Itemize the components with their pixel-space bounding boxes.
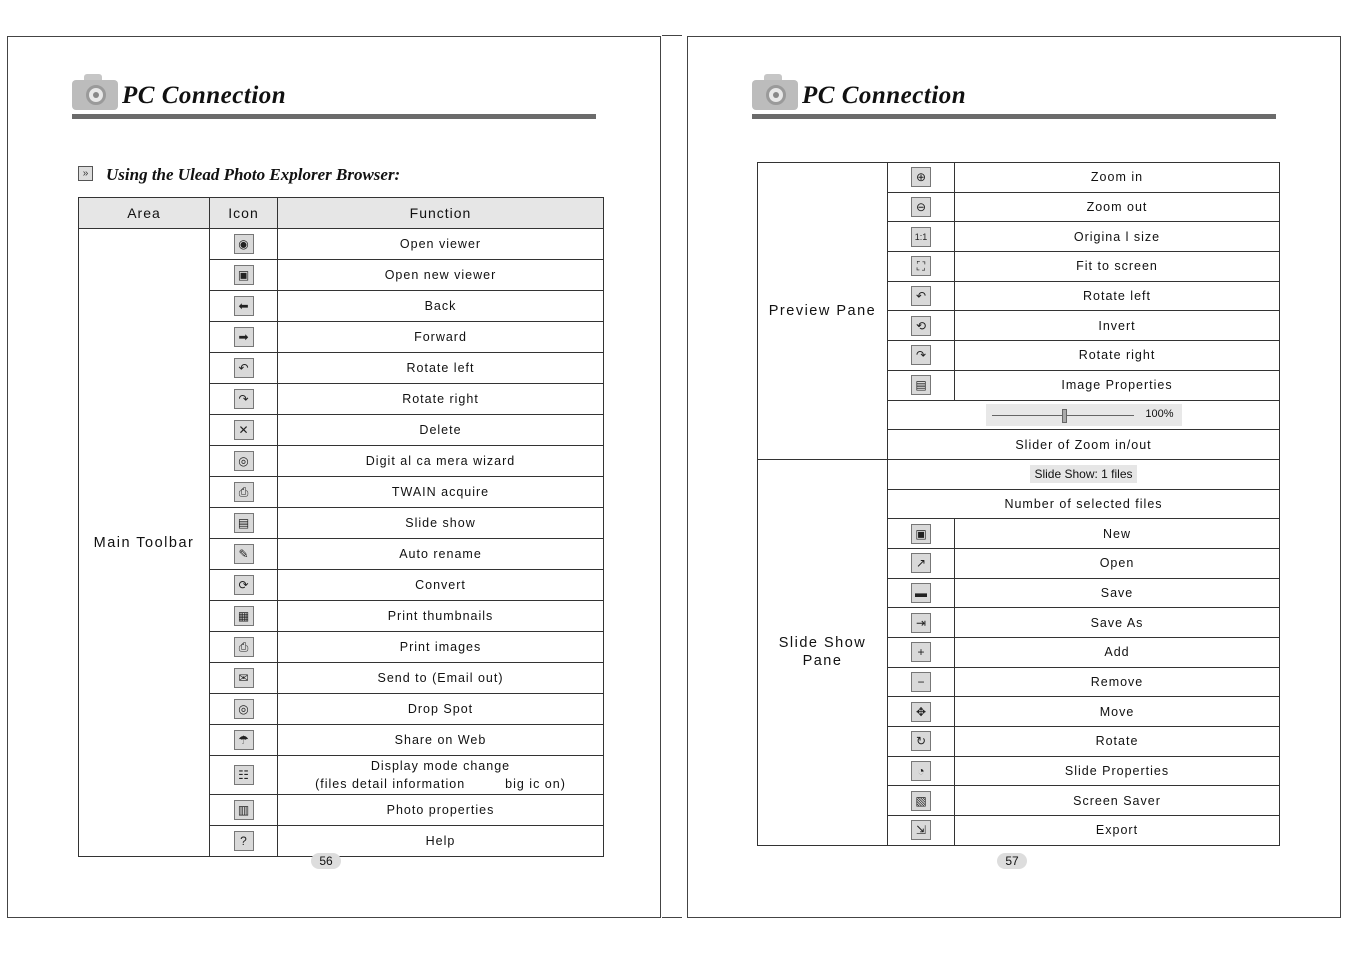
icon-cell: [210, 415, 278, 446]
table-row: [758, 459, 1280, 489]
function-cell: [278, 756, 604, 795]
original-size-icon: 1:1: [911, 227, 931, 247]
function-cell: Back: [278, 291, 604, 322]
main-toolbar-table: [78, 197, 604, 857]
area-line: Pane: [802, 653, 843, 670]
auto-rename-icon: ✎: [234, 544, 254, 564]
function-cell: Forward: [278, 322, 604, 353]
function-cell: Open new viewer: [278, 260, 604, 291]
slider-value: 100%: [1145, 407, 1174, 420]
zoom-in-icon: ⊕: [911, 167, 931, 187]
icon-cell: [888, 727, 955, 757]
area-slide-show-pane: [758, 459, 888, 845]
icon-cell: [210, 826, 278, 857]
slide-properties-icon: ◔: [911, 761, 931, 781]
function-cell: Slide show: [278, 508, 604, 539]
rotate-right-icon: ↷: [234, 389, 254, 409]
header-area: Area: [79, 198, 210, 229]
slideshow-count: Slide Show: 1 files: [1030, 465, 1136, 483]
rotate-right-icon: ↷: [911, 345, 931, 365]
open-viewer-icon: ◉: [234, 234, 254, 254]
icon-cell: [210, 632, 278, 663]
export-icon: ⇲: [911, 820, 931, 840]
function-cell: Rotate: [955, 727, 1280, 757]
zoom-out-icon: ⊖: [911, 197, 931, 217]
icon-cell: [888, 756, 955, 786]
rotate-left-icon: ↶: [911, 286, 931, 306]
function-cell: Open: [955, 548, 1280, 578]
icon-cell: [888, 816, 955, 846]
delete-icon: ✕: [234, 420, 254, 440]
camera-wizard-icon: ◎: [234, 451, 254, 471]
rotate-left-icon: ↶: [234, 358, 254, 378]
function-cell: Slide Properties: [955, 756, 1280, 786]
fit-to-screen-icon: ⛶: [911, 256, 931, 276]
function-sublabel-part: (files detail information: [315, 777, 466, 791]
icon-cell: [210, 694, 278, 725]
move-icon: ✥: [911, 702, 931, 722]
icon-cell: [888, 341, 955, 371]
function-cell: Zoom out: [955, 192, 1280, 222]
function-cell: Photo properties: [278, 795, 604, 826]
function-cell: Rotate left: [278, 353, 604, 384]
preview-slideshow-table: [757, 162, 1280, 846]
new-viewer-icon: ▣: [234, 265, 254, 285]
section-title: PC Connection: [122, 82, 287, 109]
function-cell: Zoom in: [955, 163, 1280, 193]
function-cell: Share on Web: [278, 725, 604, 756]
function-cell: Fit to screen: [955, 252, 1280, 282]
back-arrow-icon: ⬅: [234, 296, 254, 316]
function-cell: Convert: [278, 570, 604, 601]
function-cell: Print images: [278, 632, 604, 663]
image-properties-icon: ▤: [911, 375, 931, 395]
icon-cell: [210, 322, 278, 353]
send-email-icon: ✉: [234, 668, 254, 688]
photo-properties-icon: ▥: [234, 800, 254, 820]
function-cell: Open viewer: [278, 229, 604, 260]
right-header: [752, 70, 1276, 122]
screen-saver-icon: ▧: [911, 791, 931, 811]
header-function: Function: [278, 198, 604, 229]
function-cell: Help: [278, 826, 604, 857]
icon-cell: [210, 353, 278, 384]
icon-cell: [210, 477, 278, 508]
function-cell: Rotate right: [278, 384, 604, 415]
slider-handle[interactable]: [1062, 409, 1067, 423]
slide-show-icon: ▤: [234, 513, 254, 533]
header-rule: [72, 114, 596, 119]
forward-arrow-icon: ➡: [234, 327, 254, 347]
save-icon: ▬: [911, 583, 931, 603]
page-number-left: 56: [311, 853, 341, 869]
zoom-slider[interactable]: [986, 404, 1182, 426]
icon-cell: [888, 548, 955, 578]
icon-cell: [888, 608, 955, 638]
function-cell: Print thumbnails: [278, 601, 604, 632]
icon-cell: [888, 163, 955, 193]
area-main-toolbar: Main Toolbar: [79, 229, 210, 857]
icon-cell: [210, 446, 278, 477]
function-cell: Save: [955, 578, 1280, 608]
icon-cell: [888, 222, 955, 252]
section-title: PC Connection: [802, 82, 967, 109]
rotate-icon: ↻: [911, 731, 931, 751]
icon-cell: [888, 638, 955, 668]
icon-cell: [210, 601, 278, 632]
function-cell: TWAIN acquire: [278, 477, 604, 508]
table-row: [79, 229, 604, 260]
icon-cell: [210, 291, 278, 322]
function-sublabel: [278, 775, 603, 793]
icon-cell: [210, 756, 278, 795]
function-cell: Add: [955, 638, 1280, 668]
icon-cell: [210, 663, 278, 694]
function-cell: Move: [955, 697, 1280, 727]
display-mode-icon: ☷: [234, 765, 254, 785]
icon-cell: [210, 508, 278, 539]
icon-cell: [888, 281, 955, 311]
function-cell: Export: [955, 816, 1280, 846]
icon-cell: [210, 725, 278, 756]
function-cell: Invert: [955, 311, 1280, 341]
icon-cell: [888, 578, 955, 608]
camera-icon: [752, 72, 800, 110]
slider-cell: [888, 400, 1280, 430]
icon-cell: [888, 667, 955, 697]
camera-icon: [72, 72, 120, 110]
subtitle: Using the Ulead Photo Explorer Browser:: [106, 165, 401, 184]
slideshow-count-cell: [888, 459, 1280, 489]
icon-cell: [210, 539, 278, 570]
icon-cell: [888, 519, 955, 549]
function-cell: Save As: [955, 608, 1280, 638]
print-thumbnails-icon: ▦: [234, 606, 254, 626]
icon-cell: [210, 570, 278, 601]
function-cell: Rotate left: [955, 281, 1280, 311]
icon-cell: [888, 311, 955, 341]
new-icon: ▣: [911, 524, 931, 544]
drop-spot-icon: ◎: [234, 699, 254, 719]
slider-label: Slider of Zoom in/out: [888, 430, 1280, 460]
invert-icon: ⟲: [911, 316, 931, 336]
icon-cell: [210, 795, 278, 826]
table-row: [758, 163, 1280, 193]
area-line: Slide Show: [778, 635, 867, 652]
slideshow-count-label: Number of selected files: [888, 489, 1280, 519]
open-icon: ↗: [911, 553, 931, 573]
function-cell: Delete: [278, 415, 604, 446]
save-as-icon: ⇥: [911, 613, 931, 633]
left-header: [72, 70, 596, 122]
convert-icon: ⟳: [234, 575, 254, 595]
function-cell: Digit al ca mera wizard: [278, 446, 604, 477]
area-preview-pane: Preview Pane: [758, 163, 888, 460]
icon-cell: [888, 786, 955, 816]
icon-cell: [210, 384, 278, 415]
icon-cell: [888, 697, 955, 727]
function-cell: Origina l size: [955, 222, 1280, 252]
share-web-icon: ☂: [234, 730, 254, 750]
function-sublabel-part: big ic on): [505, 777, 566, 791]
twain-icon: ⎙: [234, 482, 254, 502]
chevron-right-icon: »: [78, 166, 93, 181]
help-icon: ?: [234, 831, 254, 851]
add-icon: +: [911, 642, 931, 662]
icon-cell: [888, 370, 955, 400]
icon-cell: [888, 252, 955, 282]
print-images-icon: ⎙: [234, 637, 254, 657]
page-number-right: 57: [997, 853, 1027, 869]
header-rule: [752, 114, 1276, 119]
icon-cell: [888, 192, 955, 222]
function-label: Display mode change: [370, 759, 511, 773]
remove-icon: −: [911, 672, 931, 692]
function-cell: Send to (Email out): [278, 663, 604, 694]
function-cell: Remove: [955, 667, 1280, 697]
icon-cell: [210, 229, 278, 260]
function-cell: Drop Spot: [278, 694, 604, 725]
function-cell: Rotate right: [955, 341, 1280, 371]
function-cell: New: [955, 519, 1280, 549]
function-cell: Auto rename: [278, 539, 604, 570]
icon-cell: [210, 260, 278, 291]
header-icon: Icon: [210, 198, 278, 229]
function-cell: Image Properties: [955, 370, 1280, 400]
function-cell: Screen Saver: [955, 786, 1280, 816]
